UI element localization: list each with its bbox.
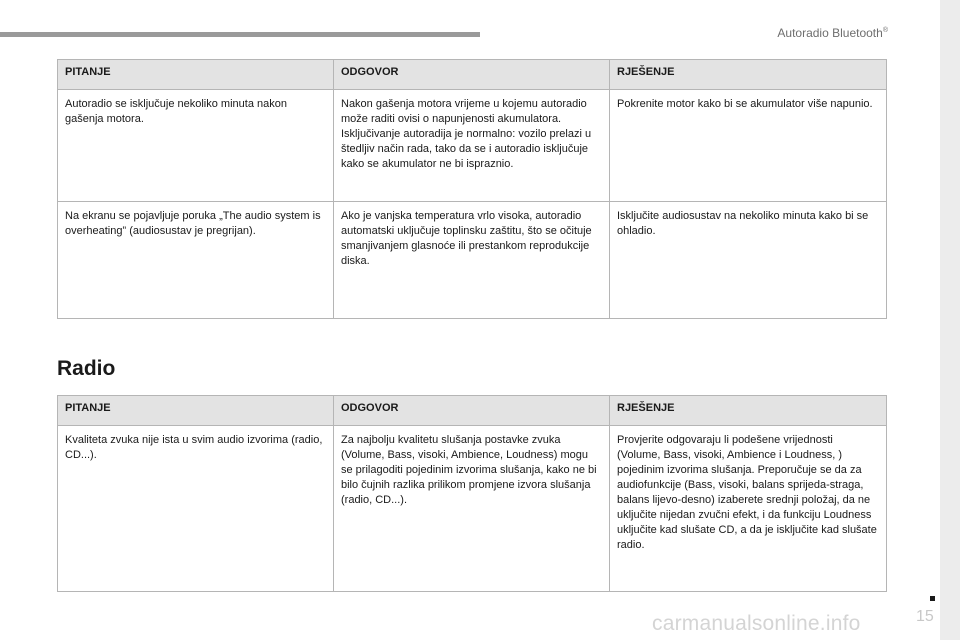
answer-cell	[334, 90, 610, 202]
right-margin-band	[940, 0, 960, 640]
column-header-question: PITANJE	[58, 396, 334, 426]
table-header-row	[58, 60, 887, 90]
troubleshooting-table-radio	[57, 395, 887, 592]
top-rule	[0, 32, 480, 37]
section-heading-radio: Radio	[57, 357, 116, 380]
table-header-row	[58, 396, 887, 426]
page-header-title	[777, 26, 888, 40]
solution-cell: Provjerite odgovaraju li podešene vrijednosti (Volume, Bass, visoki, Ambience i Loudness, ) pojedinim izvorima slušanja. Preporučuje se da za audiofunkcije (Bass, visoki, balans sprijeda-straga, balans lijevo-desno) izaberete srednji položaj, da ne uključite nijedan zvučni efekt, i da funkciju Loudness uključite kad slušate CD, a da je isključite kad slušate radio.	[610, 426, 887, 592]
column-header-solution: RJEŠENJE	[610, 60, 887, 90]
header-title-sup: ®	[882, 27, 888, 34]
table-row	[58, 202, 887, 319]
column-header-answer: ODGOVOR	[334, 396, 610, 426]
page-number: 15	[916, 608, 934, 625]
site-watermark: carmanualsonline.info	[652, 612, 861, 635]
answer-cell	[334, 426, 610, 592]
page-marker-dot	[930, 596, 935, 601]
answer-line: Za najbolju kvalitetu slušanja postavke zvuka (Volume, Bass, visoki, Ambience, Loudness) mogu se prilagoditi pojedinim izvorima slušanja, kako ne bi bilo čujnih razlika prilikom promjene izvora slušanja (radio, CD...).	[341, 434, 597, 506]
column-header-solution: RJEŠENJE	[610, 396, 887, 426]
question-cell: Kvaliteta zvuka nije ista u svim audio izvorima (radio, CD...).	[58, 426, 334, 592]
table-row	[58, 426, 887, 592]
answer-line: Ako je vanjska temperatura vrlo visoka, autoradio automatski uključuje toplinsku zaštitu, što se očituje smanjivanjem glasnoće ili prestankom reprodukcije diska.	[341, 210, 592, 267]
column-header-answer: ODGOVOR	[334, 60, 610, 90]
answer-line: Isključivanje autoradija je normalno: vozilo prelazi u štedljiv način rada, tako da se i autoradio isključuje kako se akumulator ne bi ispraznio.	[341, 128, 592, 170]
solution-cell: Pokrenite motor kako bi se akumulator više napunio.	[610, 90, 887, 202]
answer-cell	[334, 202, 610, 319]
question-cell: Autoradio se isključuje nekoliko minuta nakon gašenja motora.	[58, 90, 334, 202]
solution-cell: Isključite audiosustav na nekoliko minuta kako bi se ohladio.	[610, 202, 887, 319]
table-row	[58, 90, 887, 202]
answer-line: Nakon gašenja motora vrijeme u kojemu autoradio može raditi ovisi o napunjenosti akumulatora.	[341, 98, 587, 125]
troubleshooting-table-audio	[57, 59, 887, 319]
header-title-text: Autoradio Bluetooth	[777, 26, 883, 40]
question-cell: Na ekranu se pojavljuje poruka „The audio system is overheating” (audiosustav je pregrijan).	[58, 202, 334, 319]
column-header-question: PITANJE	[58, 60, 334, 90]
